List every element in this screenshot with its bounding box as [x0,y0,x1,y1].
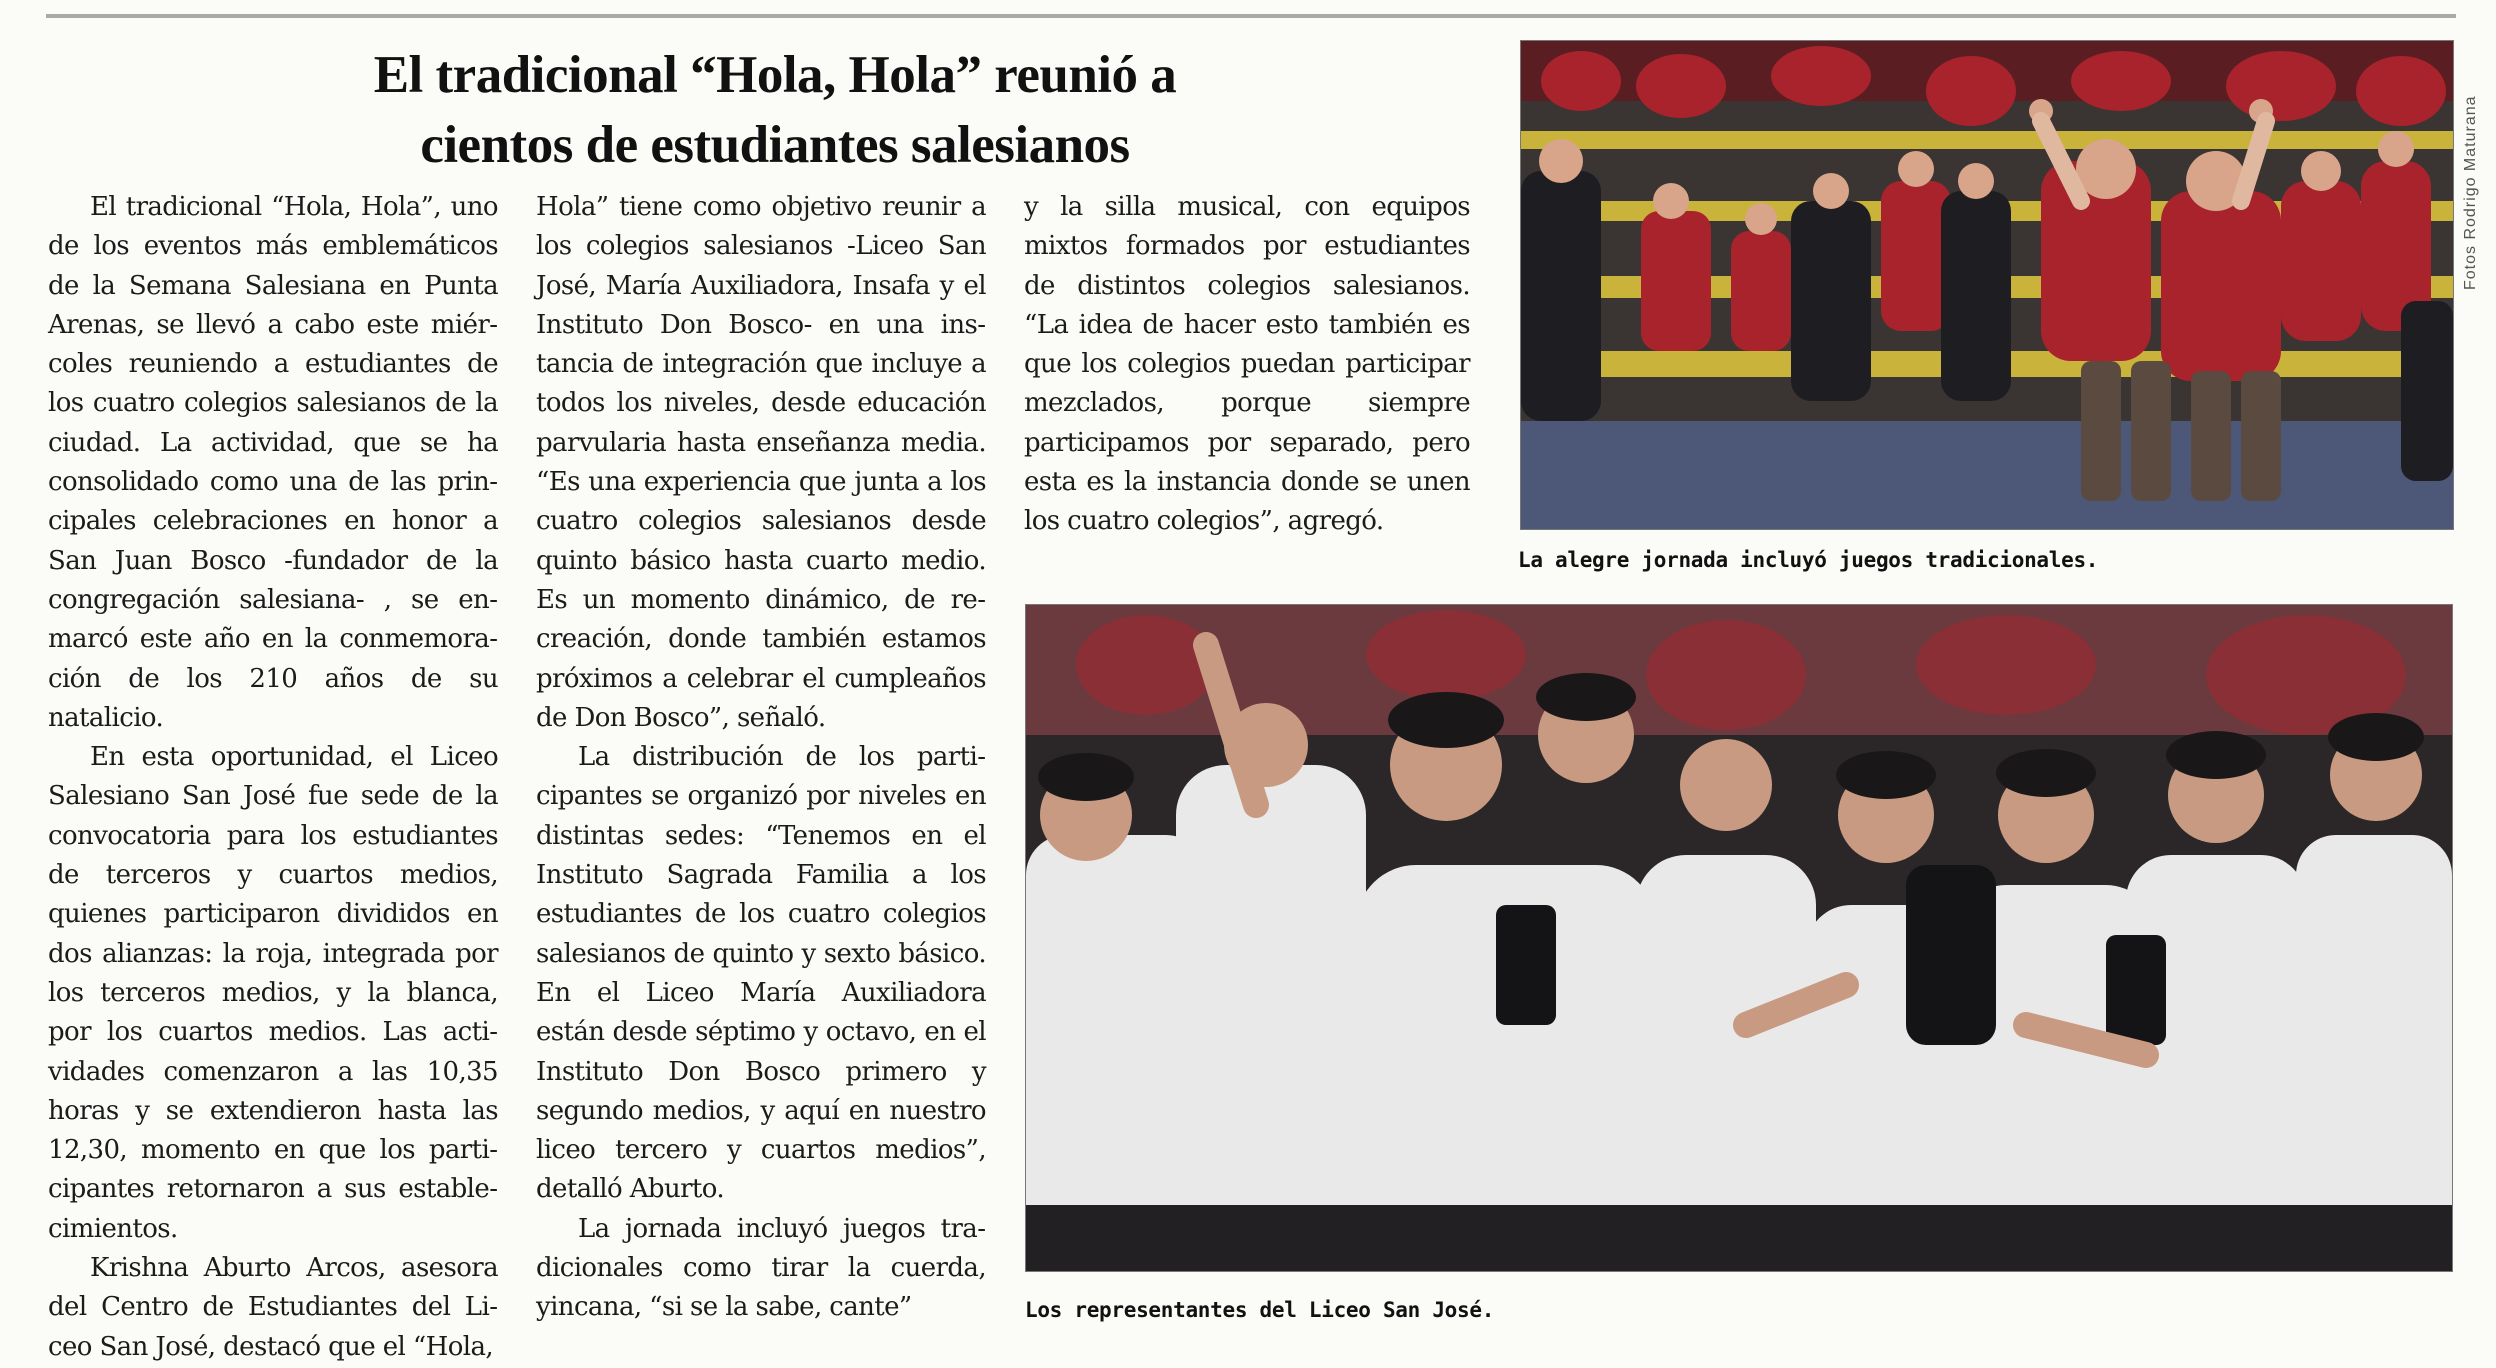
paragraph: y la silla musical, con equipos mixtos formados por estudiantes de distintos colegios salesianos. “La idea de hacer esto también es que los colegios puedan participar mezclados, porque siempre participamos por separado, pero esta es la instancia donde se unen los cuatro colegios”, agregó. [1024,192,1470,537]
photo-credit: Fotos Rodrigo Maturana [2462,95,2479,290]
article-column-2 [536,188,986,1328]
photo-top-caption: La alegre jornada incluyó juegos tradicionales. [1518,548,2099,572]
photo-white-team-image [1026,605,2452,1271]
paragraph: Hola” tiene como objetivo reunir a los colegios salesianos -Liceo San José, María Auxiliadora, Insafa y el Instituto Don Bosco- en una instancia de integración que incluye a todos los niveles, desde educación parvularia hasta enseñanza media. “Es una experiencia que junta a los cuatro colegios salesianos desde quinto básico hasta cuarto medio. Es un momento dinámico, de recreación, donde también estamos próximos a celebrar el cumpleaños de Don Bosco”, señaló. [536,192,986,733]
article-column-3 [1024,188,1470,542]
headline-line-2: cientos de estudiantes salesianos [420,116,1130,174]
paragraph: La jornada incluyó juegos tradicionales como tirar la cuerda, yincana, “si se la sabe, cante” [536,1213,986,1323]
headline [160,40,1390,180]
photo-white-team-students [1025,604,2453,1272]
paragraph: La distribución de los participantes se organizó por niveles en distintas sedes: “Tenemos en el Instituto Sagrada Familia a los estudiantes de los cuatro colegios salesianos de quinto y sexto básico. En el Liceo María Auxiliadora están desde séptimo y octavo, en el Instituto Don Bosco primero y segundo medios, y aquí en nuestro liceo tercero y cuartos medios”, detalló Aburto. [536,742,986,1205]
article-column-1 [48,188,498,1367]
paragraph: En esta oportunidad, el Liceo Salesiano San José fue sede de la convocatoria para los estudiantes de terceros y cuartos medios, quienes participaron divididos en dos alianzas: la roja, integrada por los terceros medios, y la blanca, por los cuartos medios. Las actividades comenzaron a las 10,35 horas y se extendieron hasta las 12,30, momento en que los participantes retornaron a sus establecimientos. [48,742,498,1244]
headline-line-1: El tradicional “Hola, Hola” reunió a [373,46,1177,104]
photo-bottom-caption: Los representantes del Liceo San José. [1025,1298,1495,1322]
paragraph: Krishna Aburto Arcos, asesora del Centro de Estudiantes del Liceo San José, destacó que el “Hola, [48,1253,498,1362]
photo-red-team-image [1521,41,2453,529]
photo-red-team-cheering [1520,40,2454,530]
paragraph: El tradicional “Hola, Hola”, uno de los eventos más emblemáticos de la Semana Salesiana en Punta Arenas, se llevó a cabo este miércoles reuniendo a estudiantes de los cuatro colegios salesianos de la ciudad. La actividad, que se ha consolidado como una de las principales celebraciones en honor a San Juan Bosco -fundador de la congregación salesiana- , se enmarcó este año en la conmemoración de los 210 años de su natalicio. [48,192,498,733]
top-rule [46,14,2456,18]
